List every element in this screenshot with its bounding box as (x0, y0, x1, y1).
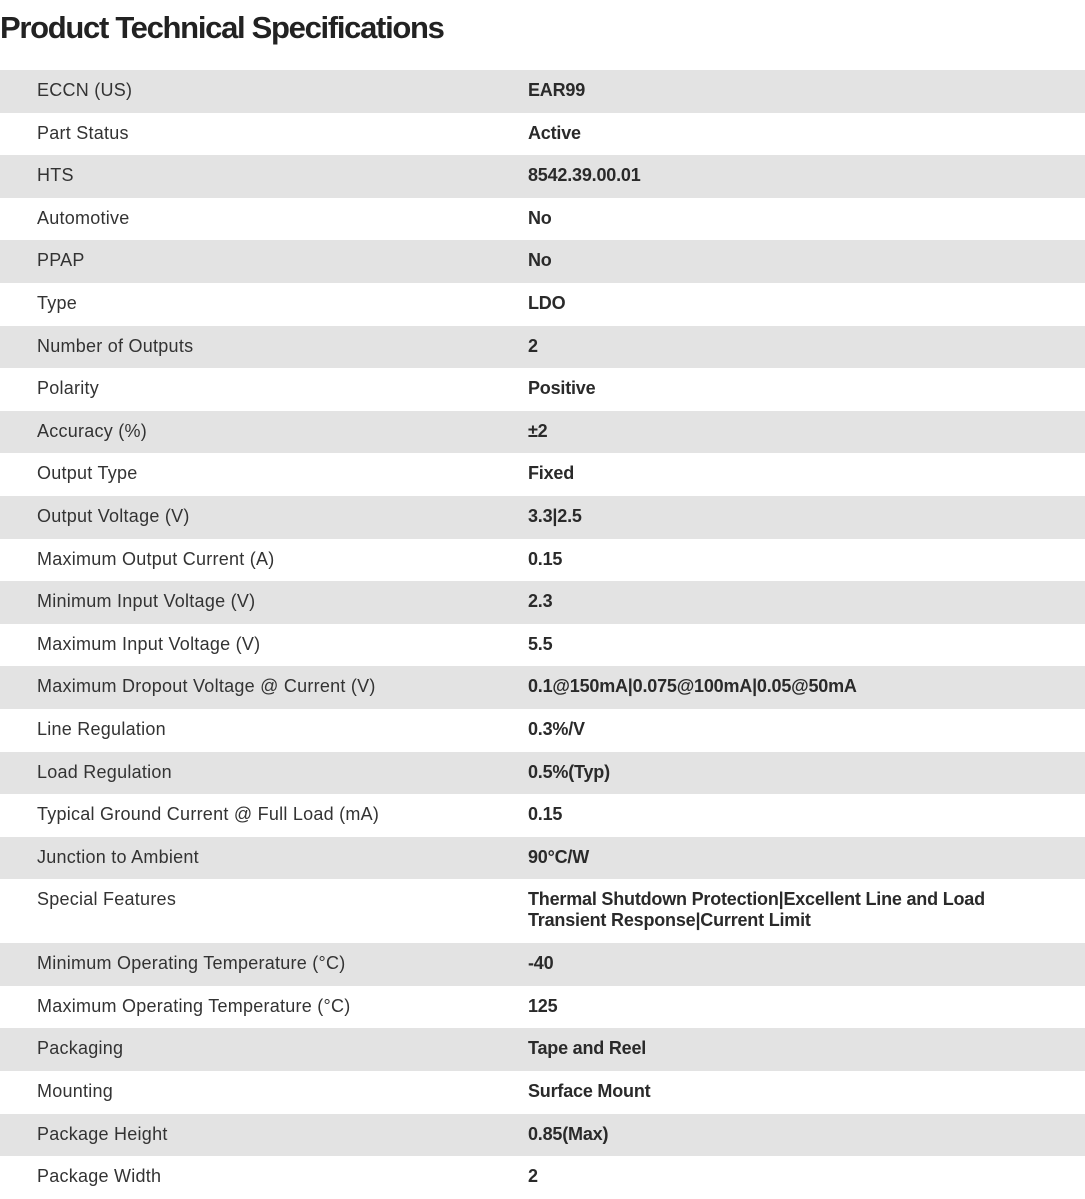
spec-value: 5.5 (528, 633, 553, 654)
spec-value: Positive (528, 378, 596, 399)
table-row (0, 581, 1085, 624)
spec-label: Maximum Operating Temperature (°C) (37, 995, 351, 1016)
spec-label: Mounting (37, 1081, 114, 1102)
spec-label: Output Type (37, 463, 138, 484)
spec-value: Thermal Shutdown Protection|Excellent Line and Load Transient Response|Current Limit (528, 889, 985, 931)
spec-label: Typical Ground Current @ Full Load (mA) (37, 804, 380, 825)
spec-value: 8542.39.00.01 (528, 165, 641, 186)
table-row (0, 709, 1085, 752)
spec-value: 0.3%/V (528, 718, 585, 739)
spec-label: Package Height (37, 1123, 168, 1144)
spec-value: Active (528, 122, 581, 143)
table-row (0, 453, 1085, 496)
spec-label: Automotive (37, 207, 130, 228)
spec-label: Number of Outputs (37, 335, 194, 356)
spec-label: Packaging (37, 1038, 124, 1059)
table-row (0, 198, 1085, 241)
spec-value: Tape and Reel (528, 1038, 647, 1059)
spec-value: 2 (528, 335, 538, 356)
spec-label: Package Width (37, 1166, 162, 1187)
spec-value: 0.15 (528, 804, 563, 825)
table-row (0, 70, 1085, 113)
table-row (0, 326, 1085, 369)
spec-value: 3.3|2.5 (528, 505, 582, 526)
page-title: Product Technical Specifications (0, 10, 444, 45)
spec-label: Maximum Output Current (A) (37, 548, 275, 569)
table-row (0, 1114, 1085, 1157)
spec-label: HTS (37, 165, 74, 186)
spec-value: LDO (528, 292, 566, 313)
spec-value: 125 (528, 995, 558, 1016)
table-row (0, 539, 1085, 582)
table-row (0, 1071, 1085, 1114)
table-row (0, 411, 1085, 454)
spec-label: Maximum Dropout Voltage @ Current (V) (37, 676, 376, 697)
spec-value: No (528, 250, 552, 271)
spec-value: 0.1@150mA|0.075@100mA|0.05@50mA (528, 676, 857, 697)
spec-value: 2.3 (528, 591, 553, 612)
spec-value: ±2 (528, 420, 548, 441)
table-row (0, 837, 1085, 880)
spec-value: Fixed (528, 463, 575, 484)
spec-value: EAR99 (528, 80, 586, 100)
spec-label: Type (37, 292, 78, 313)
table-row (0, 752, 1085, 795)
spec-label: ECCN (US) (37, 80, 133, 100)
spec-label: Minimum Input Voltage (V) (37, 591, 256, 612)
spec-label: Maximum Input Voltage (V) (37, 633, 261, 654)
table-row (0, 624, 1085, 667)
table-row (0, 666, 1085, 709)
table-row (0, 986, 1085, 1029)
spec-value: -40 (528, 953, 554, 974)
table-row (0, 283, 1085, 326)
spec-label: Special Features (37, 889, 177, 910)
spec-value: 0.5%(Typ) (528, 761, 610, 782)
spec-value: 2 (528, 1166, 538, 1187)
table-row (0, 496, 1085, 539)
table-row (0, 1156, 1085, 1199)
spec-value: 0.15 (528, 548, 563, 569)
spec-value: 90°C/W (528, 846, 590, 867)
spec-value: 0.85(Max) (528, 1123, 609, 1144)
spec-label: Load Regulation (37, 761, 172, 782)
spec-label: Line Regulation (37, 718, 166, 739)
table-row (0, 155, 1085, 198)
spec-label: Part Status (37, 122, 129, 143)
spec-table (0, 70, 1085, 1199)
spec-label: Accuracy (%) (37, 420, 148, 441)
table-row (0, 113, 1085, 156)
spec-value: Surface Mount (528, 1081, 651, 1102)
table-row (0, 240, 1085, 283)
table-row (0, 368, 1085, 411)
spec-label: PPAP (37, 250, 85, 271)
spec-label: Polarity (37, 378, 100, 399)
table-row (0, 794, 1085, 837)
table-row (0, 943, 1085, 986)
spec-label: Minimum Operating Temperature (°C) (37, 953, 346, 974)
table-row (0, 1028, 1085, 1071)
spec-label: Output Voltage (V) (37, 505, 190, 526)
table-row (0, 879, 1085, 943)
spec-label: Junction to Ambient (37, 846, 199, 867)
spec-value: No (528, 207, 552, 228)
